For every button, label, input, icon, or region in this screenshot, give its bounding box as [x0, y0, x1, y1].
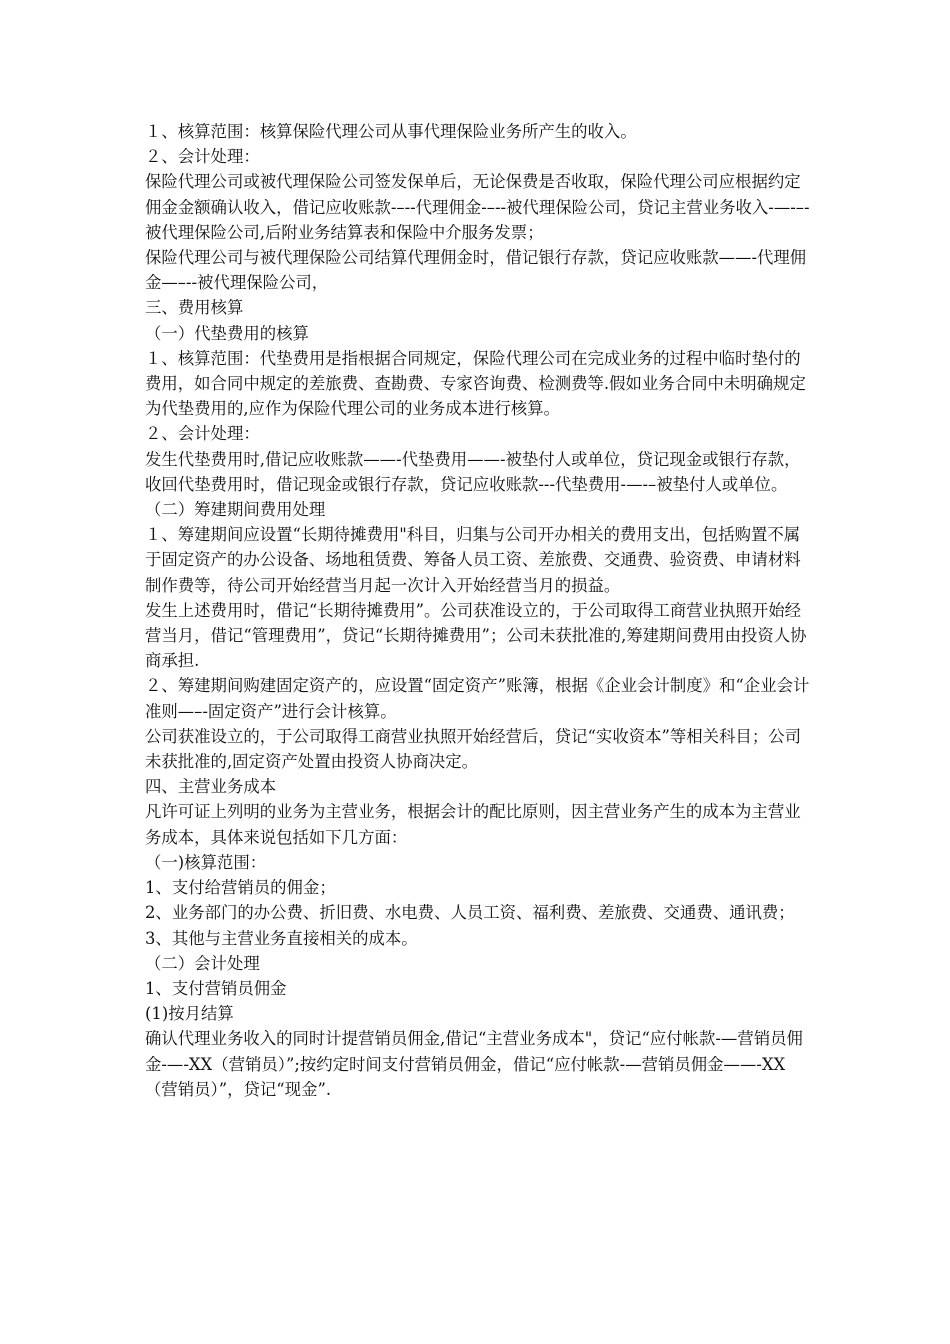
- paragraph: 发生上述费用时，借记“长期待摊费用”。公司获准设立的，于公司取得工商营业执照开始经营当月，借记“管理费用”，贷记“长期待摊费用”；公司未获批准的,筹建期间费用由投资人协商承担.: [145, 600, 807, 671]
- paragraph: 发生代垫费用时,借记应收账款——-代垫费用——-被垫付人或单位，贷记现金或银行存款，收回代垫费用时，借记现金或银行存款，贷记应收账款---代垫费用-—-–被垫付人或单位。: [145, 449, 801, 494]
- paragraph: （二）筹建期间费用处理: [145, 500, 326, 520]
- paragraph: １、核算范围：核算保险代理公司从事代理保险业务所产生的收入。: [145, 122, 637, 141]
- paragraph: 凡许可证上列明的业务为主营业务，根据会计的配比原则，因主营业务产生的成本为主营业务成本，具体来说包括如下几方面：: [145, 802, 801, 847]
- paragraph: ２、筹建期间购建固定资产的，应设置“固定资产”账簿，根据《企业会计制度》和“企业会计准则—–-固定资产”进行会计核算。: [145, 676, 810, 721]
- paragraph: 三、费用核算: [145, 298, 244, 318]
- paragraph: 3、其他与主营业务直接相关的成本。: [145, 928, 418, 948]
- paragraph: (1)按月结算: [145, 1004, 234, 1024]
- paragraph: 确认代理业务收入的同时计提营销员佣金,借记“主营业务成本"，贷记“应付帐款-—营销员佣金-—-XX（营销员）”;按约定时间支付营销员佣金，借记“应付帐款-—营销员佣金——-XX（营销员）”，贷记“现金”.: [145, 1029, 803, 1099]
- paragraph: 公司获准设立的，于公司取得工商营业执照开始经营后，贷记“实收资本”等相关科目；公司未获批准的,固定资产处置由投资人协商决定。: [145, 726, 801, 772]
- paragraph: （二）会计处理: [145, 953, 260, 973]
- paragraph: １、核算范围：代垫费用是指根据合同规定，保险代理公司在完成业务的过程中临时垫付的费用，如合同中规定的差旅费、查勘费、专家咨询费、检测费等.假如业务合同中未明确规定为代垫费用的,应作为保险代理公司的业务成本进行核算。: [145, 348, 806, 419]
- paragraph: 1、支付营销员佣金: [145, 978, 287, 998]
- paragraph: ２、会计处理：: [145, 147, 260, 167]
- paragraph: 2、业务部门的办公费、折旧费、水电费、人员工资、福利费、差旅费、交通费、通讯费；: [145, 903, 795, 923]
- paragraph: 保险代理公司与被代理保险公司结算代理佣金时，借记银行存款，贷记应收账款——-代理佣金—–--被代理保险公司，: [145, 248, 807, 293]
- paragraph: ２、会计处理：: [145, 424, 260, 444]
- paragraph: 1、支付给营销员的佣金；: [145, 878, 336, 898]
- paragraph: １、筹建期间应设置“长期待摊费用"科目，归集与公司开办相关的费用支出，包括购置不属于固定资产的办公设备、场地租赁费、筹备人员工资、差旅费、交通费、验资费、申请材料制作费等，待公司开始经营当月起一次计入开始经营当月的损益。: [145, 525, 801, 595]
- paragraph: （一)核算范围：: [145, 852, 267, 872]
- paragraph: （一）代垫费用的核算: [145, 323, 309, 343]
- document-body: [145, 119, 810, 1102]
- paragraph: 四、主营业务成本: [145, 777, 277, 797]
- paragraph: 保险代理公司或被代理保险公司签发保单后，无论保费是否收取，保险代理公司应根据约定佣金金额确认收入，借记应收账款-–--代理佣金-–--被代理保险公司，贷记主营业务收入-—-–-被代理保险公司,后附业务结算表和保险中介服务发票；: [145, 172, 810, 242]
